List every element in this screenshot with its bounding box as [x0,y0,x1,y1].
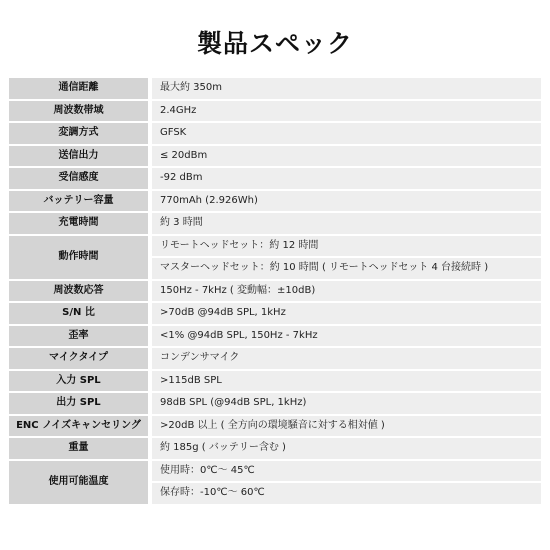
spec-label: S/N 比 [9,303,148,324]
spec-value: ≤ 20dBm [152,146,541,167]
spec-label: 通信距離 [9,78,148,99]
spec-row [9,281,541,302]
spec-label: 出力 SPL [9,393,148,414]
spec-value: >20dB 以上 ( 全方向の環境騒音に対する相対値 ) [152,416,541,437]
spec-value: マスターヘッドセット：約 10 時間 ( リモートヘッドセット 4 台接続時 ) [152,258,541,279]
spec-label: 周波数帯域 [9,101,148,122]
spec-row [9,168,541,189]
spec-value: >70dB @94dB SPL, 1kHz [152,303,541,324]
spec-label: 変調方式 [9,123,148,144]
spec-label: ENC ノイズキャンセリング [9,416,148,437]
spec-row [9,438,541,459]
spec-value: 使用時：0℃～ 45℃ [152,461,541,482]
spec-row [9,191,541,212]
spec-label: 入力 SPL [9,371,148,392]
spec-value: <1% @94dB SPL, 150Hz - 7kHz [152,326,541,347]
spec-row [9,416,541,437]
spec-label: 動作時間 [9,236,148,279]
spec-row [9,101,541,122]
spec-row [9,371,541,392]
page-title: 製品スペック [196,29,353,58]
spec-value: 770mAh (2.926Wh) [152,191,541,212]
spec-value: 150Hz - 7kHz ( 変動幅：±10dB) [152,281,541,302]
spec-value: リモートヘッドセット：約 12 時間 [152,236,541,257]
spec-row [9,146,541,167]
spec-value: 最大約 350m [152,78,541,99]
spec-table-body [9,78,541,504]
spec-label: 送信出力 [9,146,148,167]
spec-row [9,326,541,347]
spec-value: >115dB SPL [152,371,541,392]
spec-row [9,213,541,234]
spec-value: 2.4GHz [152,101,541,122]
spec-row [9,78,541,99]
spec-label: 周波数応答 [9,281,148,302]
spec-label: 使用可能温度 [9,461,148,504]
spec-label: 充電時間 [9,213,148,234]
spec-value: -92 dBm [152,168,541,189]
spec-value: 保存時：-10℃～ 60℃ [152,483,541,504]
spec-label: マイクタイプ [9,348,148,369]
spec-value: GFSK [152,123,541,144]
spec-row [9,303,541,324]
spec-value: 約 185g ( バッテリー含む ) [152,438,541,459]
spec-label: 受信感度 [9,168,148,189]
spec-row [9,236,541,257]
spec-table [9,76,541,506]
spec-row [9,393,541,414]
spec-value: コンデンサマイク [152,348,541,369]
spec-label: 歪率 [9,326,148,347]
spec-row [9,123,541,144]
spec-label: 重量 [9,438,148,459]
spec-value: 約 3 時間 [152,213,541,234]
spec-value: 98dB SPL (@94dB SPL, 1kHz) [152,393,541,414]
spec-row [9,348,541,369]
spec-row [9,461,541,482]
spec-label: バッテリー容量 [9,191,148,212]
